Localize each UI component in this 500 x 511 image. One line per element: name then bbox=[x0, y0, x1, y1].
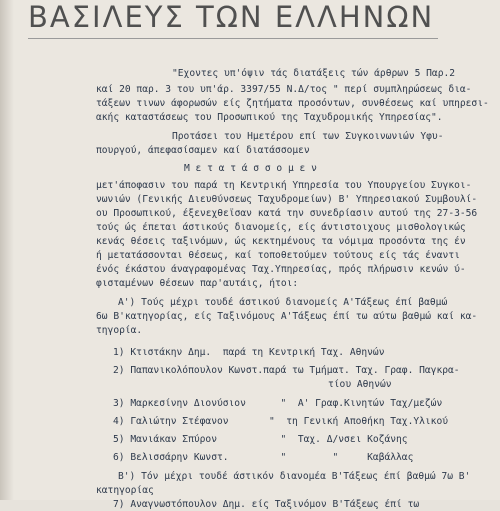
text-line: 6ω Β'κατηγορίας, είς Ταξινόμους Α'Τάξεως έπί τω αύτω βαθμώ καί κα- bbox=[96, 311, 478, 322]
list-item: 1) Κτιστάκην Δημ. παρά τη Κεντρική Ταχ. Αθηνών bbox=[113, 347, 385, 358]
list-item: 5) Μανιάκαν Σπύρον " Ταχ. Δ/νσει Κοζάνης bbox=[113, 434, 408, 445]
text-line: νωνιών (Γενικής Διευθύνσεως Ταχυδρομείων) Β' Υπηρεσιακού Συμβουλί- bbox=[96, 194, 478, 205]
list-item: 2) Παπανικολόπουλον Κωνστ.παρά τω Τμήματ. Ταχ. Γραφ. Παγκρα- bbox=[113, 365, 460, 376]
text-line: ή μετατάσσονται θέσεως, καί τοποθετούμεν τούτους είς τάς έναντι bbox=[96, 250, 460, 261]
text-line: καί 20 παρ. 3 του υπ'άρ. 3397/55 Ν.Δ/τος " περί συμπληρώσεως δια- bbox=[96, 84, 472, 95]
list-item: 7) Αναγνωστόπουλον Δημ. είς Ταξινόμον Β'Τάξεως έπί τω bbox=[113, 499, 420, 510]
text-line: ένός έκάστου άναγραφομένας Ταχ.Υπηρεσίας, πρός πλήρωσιν κενών ύ- bbox=[96, 264, 466, 275]
text-line: κατηγορίας bbox=[96, 485, 154, 496]
page-edge-shadow bbox=[0, 0, 14, 500]
heading-underline bbox=[28, 38, 438, 39]
text-line: ου Προσωπικού, έξενεχθεϊσαν κατά την συνεδρίασιν αυτού της 27-3-56 bbox=[96, 208, 478, 219]
list-item: 4) Γαλιώτην Στέφανον " τη Γενική Αποθήκη Ταχ.Υλικού bbox=[113, 416, 449, 427]
heading-text: ΒΑΣΙΛΕΥΣ ΤΩΝ ΕΛΛΗΝΩΝ bbox=[28, 0, 435, 34]
text-line: τηγορία. bbox=[96, 325, 143, 336]
document-heading bbox=[28, 0, 468, 34]
text-line: πουργού, άπεφασίσαμεν καί διατάσσομεν bbox=[96, 145, 310, 156]
list-item: 3) Μαρκεσίνην Διονύσιον " Α' Γραφ.Κινητών Ταχ/μεζών bbox=[113, 398, 443, 409]
list-item: 6) Βελισσάρην Κωνστ. " " Καβάλλας bbox=[113, 452, 414, 463]
text-line: τάξεων τινων άφορωσών είς ζητήματα προσόντων, συνθέσεως καί υπηρεσι- bbox=[96, 98, 489, 109]
text-line: Β') Τόν μέχρι τουδέ άστικόν διανομέα Β'Τάξεως έπί βαθμώ 7ω Β' bbox=[118, 471, 471, 482]
text-line: Προτάσει του Ημετέρου επί των Συγκοινωνιών Υφυ- bbox=[172, 131, 444, 142]
text-line: μετ'άποφασιν του παρά τη Κεντρική Υπηρεσία του Υπουργείου Συγκοι- bbox=[96, 180, 472, 191]
text-line: τούς ώς έπεται άστικούς διανομείς, είς άντιστοιχους μισθολογικώς bbox=[96, 222, 466, 233]
text-line: κενάς θέσεις ταξινόμων, ώς κεκτημένους τα νόμιμα προσόντα της έν bbox=[96, 236, 466, 247]
list-item-continuation: τίου Αθηνών bbox=[328, 379, 392, 390]
text-line: φισταμένων θέσεων παρ'αυτάις, ήτοι: bbox=[96, 278, 299, 289]
text-line: "Εχοντες υπ'όψιν τάς διατάξεις τών άρθρων 5 Παρ.2 bbox=[172, 68, 456, 79]
text-line: ακής καταστάσεως του Προσωπικού της Ταχυδρομικής Υπηρεσίας". bbox=[96, 112, 443, 123]
text-line: Α') Τούς μέχρι τουδέ άστικού διανομείς Α'Τάξεως έπί βαθμώ bbox=[118, 297, 448, 308]
text-line: Μ ε τ α τ ά σ σ ο μ ε ν bbox=[184, 163, 317, 174]
